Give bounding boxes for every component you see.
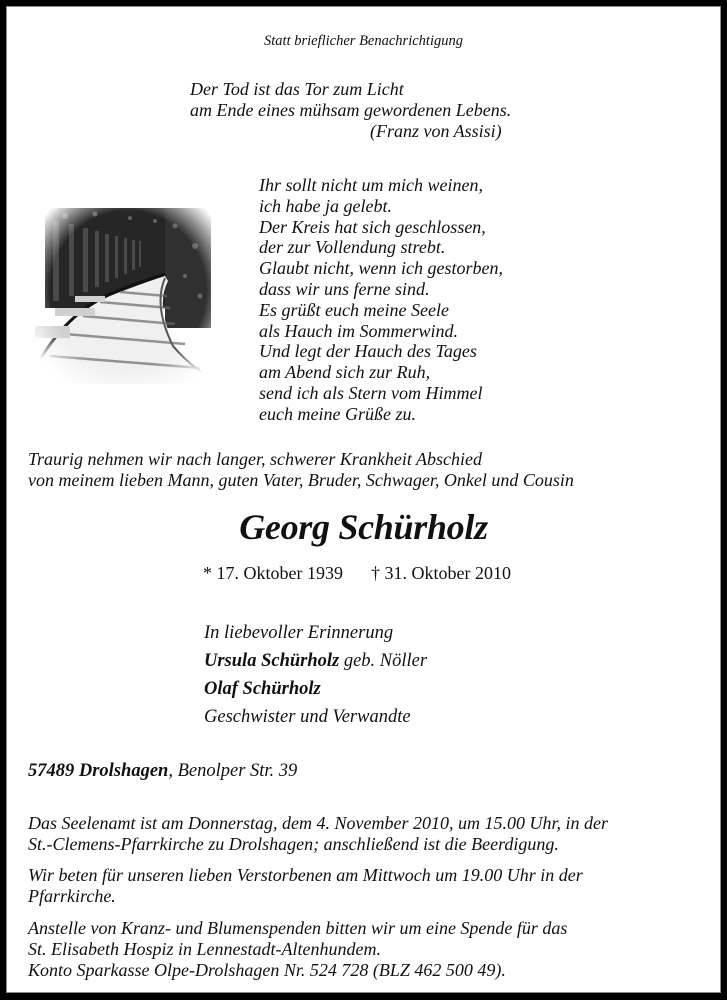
path-photo-icon: [35, 196, 221, 384]
donation-notice: [28, 918, 567, 981]
obituary-notice: [6, 6, 721, 993]
address: [28, 761, 297, 782]
life-dates: [203, 563, 511, 584]
quote-author: (Franz von Assisi): [370, 121, 502, 141]
family-member-name: Ursula Schürholz: [204, 651, 340, 671]
poem-line: dass wir uns ferne sind.: [259, 278, 430, 299]
quote-line: Der Tod ist das Tor zum Licht: [190, 79, 404, 99]
family-signatures: [204, 619, 427, 731]
poem-line: euch meine Grüße zu.: [259, 403, 416, 424]
notice-line: St. Elisabeth Hospiz in Lennestadt-Altenhundem.: [28, 939, 381, 959]
notice-line: Pfarrkirche.: [28, 886, 116, 906]
header-note: Statt brieflicher Benachrichtigung: [264, 33, 463, 49]
poem-line: Und legt der Hauch des Tages: [259, 341, 477, 362]
notice-line: Konto Sparkasse Olpe-Drolshagen Nr. 524 728 (BLZ 462 500 49).: [28, 960, 506, 980]
deceased-name: Georg Schürholz: [239, 507, 488, 547]
poem-line: send ich als Stern vom Himmel: [259, 382, 483, 403]
poem: [259, 175, 503, 425]
birth-date: * 17. Oktober 1939: [203, 563, 343, 583]
path-photo: [35, 196, 221, 384]
notice-line: Wir beten für unseren lieben Verstorbenen am Mittwoch um 19.00 Uhr in der: [28, 865, 583, 885]
family-member: [204, 675, 427, 703]
poem-line: Ihr sollt nicht um mich weinen,: [259, 175, 483, 195]
mourning-line: Traurig nehmen wir nach langer, schwerer Krankheit Abschied: [28, 449, 482, 469]
death-date: † 31. Oktober 2010: [370, 563, 511, 583]
notice-line: Das Seelenamt ist am Donnerstag, dem 4. November 2010, um 15.00 Uhr, in der: [28, 813, 608, 833]
poem-line: Glaubt nicht, wenn ich gestorben,: [259, 258, 503, 279]
poem-line: am Abend sich zur Ruh,: [259, 362, 431, 383]
address-city: 57489 Drolshagen: [28, 761, 169, 781]
address-street: , Benolper Str. 39: [168, 761, 298, 781]
poem-line: Der Kreis hat sich geschlossen,: [259, 216, 486, 237]
quote-line: am Ende eines mühsam gewordenen Lebens.: [190, 100, 512, 120]
mourning-line: von meinem lieben Mann, guten Vater, Bruder, Schwager, Onkel und Cousin: [28, 470, 574, 490]
family-member-name: Olaf Schürholz: [204, 679, 321, 699]
memory-intro: In liebevoller Erinnerung: [204, 623, 394, 643]
notice-line: St.-Clemens-Pfarrkirche zu Drolshagen; anschließend ist die Beerdigung.: [28, 834, 559, 854]
opening-quote: [190, 79, 511, 142]
poem-line: ich habe ja gelebt.: [259, 195, 392, 216]
poem-line: Es grüßt euch meine Seele: [259, 299, 449, 320]
funeral-notice: [28, 813, 608, 855]
family-member-suffix: geb. Nöller: [339, 651, 428, 671]
family-member: [204, 647, 427, 675]
poem-line: als Hauch im Sommerwind.: [259, 320, 458, 341]
prayer-notice: [28, 865, 583, 907]
poem-line: der zur Vollendung strebt.: [259, 237, 446, 258]
mourning-text: [28, 449, 574, 491]
notice-line: Anstelle von Kranz- und Blumenspenden bitten wir um eine Spende für das: [28, 918, 568, 938]
other-relatives: Geschwister und Verwandte: [204, 707, 411, 727]
